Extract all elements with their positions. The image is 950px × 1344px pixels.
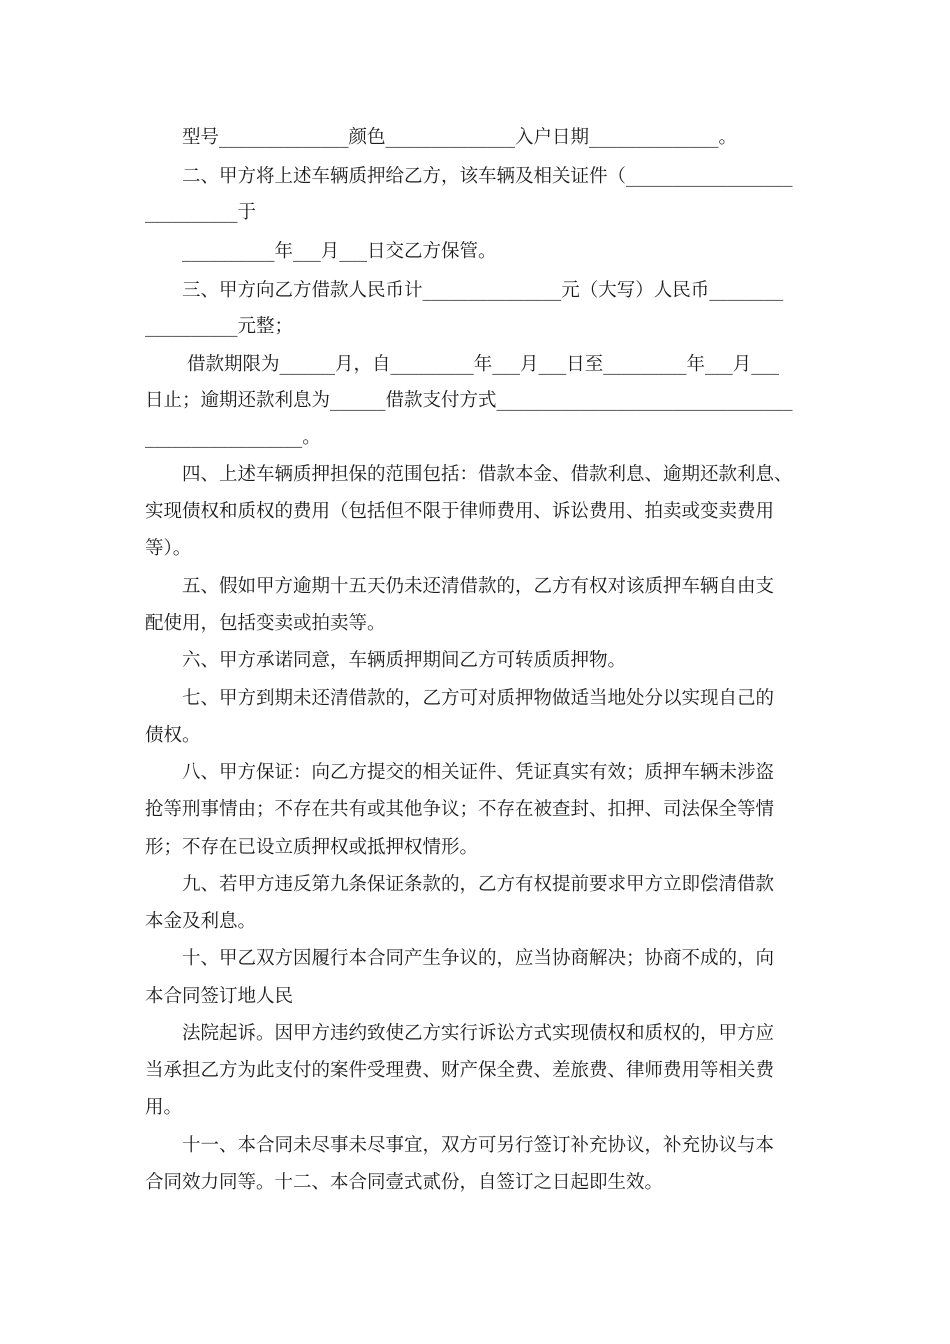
- text-line: 七、甲方到期未还清借款的，乙方可对质押物做适当地处分以实现自己的: [182, 688, 775, 709]
- text-line: 用。: [145, 1097, 183, 1118]
- text-line: 借款期限为______月，自_________年___月___日至_________年___月___: [187, 354, 780, 375]
- text-line: 配使用，包括变卖或拍卖等。: [145, 613, 386, 634]
- text-line: 四、上述车辆质押担保的范围包括：借款本金、借款利息、逾期还款利息、: [182, 464, 793, 485]
- text-line: 二、甲方将上述车辆质押给乙方，该车辆及相关证件（__________________: [182, 166, 793, 187]
- text-line: 实现债权和质权的费用（包括但不限于律师费用、诉讼费用、拍卖或变卖费用: [145, 501, 775, 522]
- text-line: 型号______________颜色______________入户日期______________。: [182, 127, 738, 148]
- text-line: 本金及利息。: [145, 911, 257, 932]
- text-line: 等）。: [145, 538, 192, 559]
- text-line: _________________。: [145, 427, 321, 448]
- text-line: 法院起诉。因甲方违约致使乙方实行诉讼方式实现债权和质权的，甲方应: [182, 1023, 775, 1044]
- text-line: 合同效力同等。十二、本合同壹式贰份，自签订之日起即生效。: [145, 1172, 664, 1193]
- text-line: 形；不存在已设立质押权或抵押权情形。: [145, 837, 479, 858]
- text-line: 日止；逾期还款利息为______借款支付方式________________________________: [145, 390, 793, 411]
- text-line: 十、甲乙双方因履行本合同产生争议的，应当协商解决；协商不成的，向: [182, 948, 775, 969]
- text-line: 本合同签订地人民: [145, 986, 294, 1007]
- text-line: 十一、本合同未尽事未尽事宜，双方可另行签订补充协议，补充协议与本: [182, 1135, 775, 1156]
- text-line: 三、甲方向乙方借款人民币计_______________元（大写）人民币________: [182, 280, 784, 301]
- text-line: 五、假如甲方逾期十五天仍未还清借款的，乙方有权对该质押车辆自由支: [182, 576, 775, 597]
- text-line: 九、若甲方违反第九条保证条款的，乙方有权提前要求甲方立即偿清借款: [182, 874, 775, 895]
- text-line: 八、甲方保证：向乙方提交的相关证件、凭证真实有效；质押车辆未涉盗: [182, 762, 775, 783]
- text-line: __________元整；: [145, 316, 294, 337]
- text-line: 当承担乙方为此支付的案件受理费、财产保全费、差旅费、律师费用等相关费: [145, 1060, 775, 1081]
- text-line: __________年___月___日交乙方保管。: [182, 241, 497, 262]
- text-line: 六、甲方承诺同意，车辆质押期间乙方可转质质押物。: [182, 650, 627, 671]
- text-line: __________于: [145, 202, 257, 223]
- text-line: 抢等刑事情由；不存在共有或其他争议；不存在被查封、扣押、司法保全等情: [145, 799, 775, 820]
- text-line: 债权。: [145, 725, 201, 746]
